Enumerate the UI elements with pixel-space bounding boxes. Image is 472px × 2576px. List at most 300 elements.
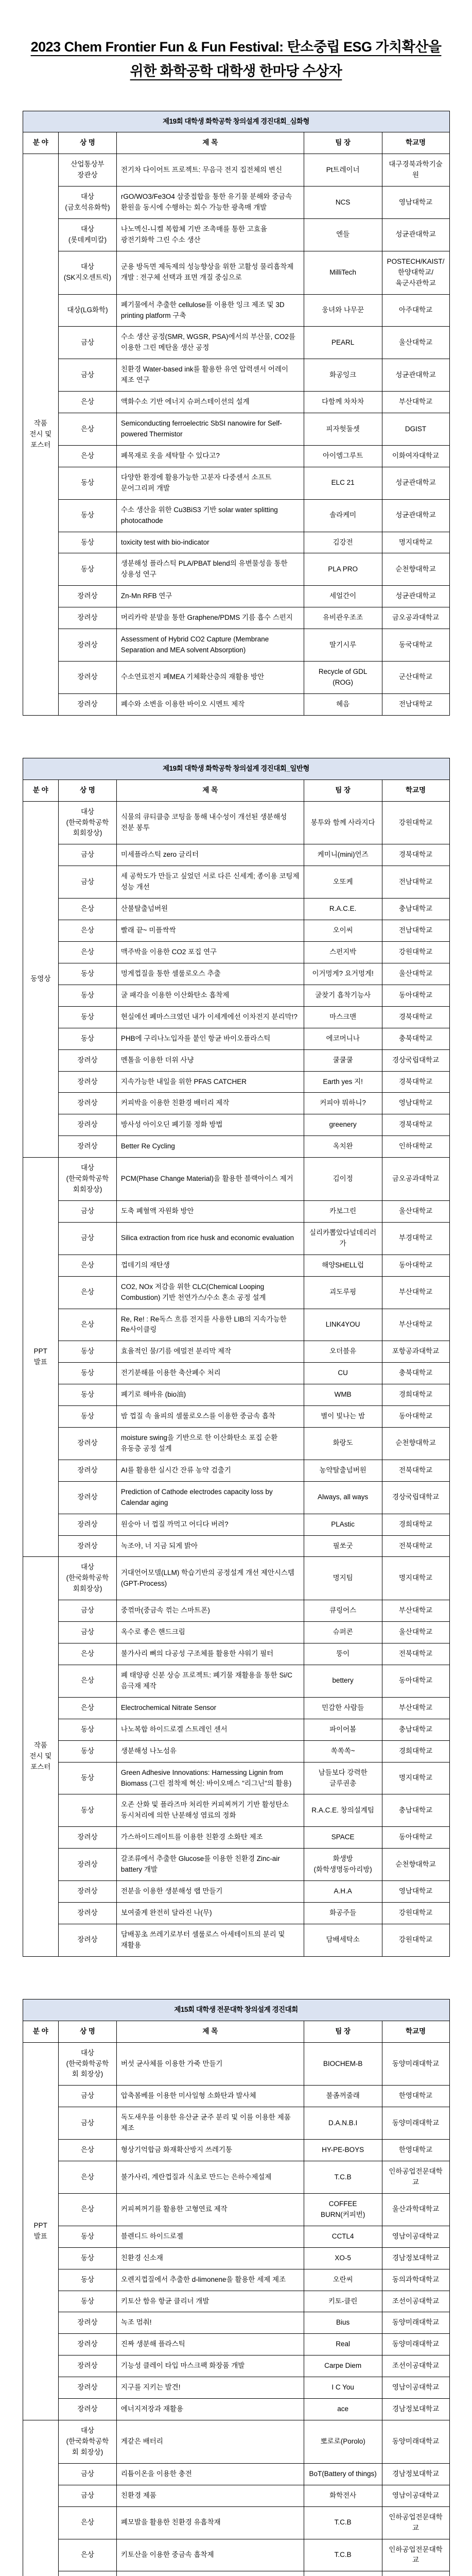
team-cell: 마스크맨: [304, 1006, 382, 1028]
table-row: [23, 2226, 449, 2247]
table-row: [23, 154, 449, 187]
team-cell: PEARL: [304, 327, 382, 359]
title-cell: 녹조 멈춰!: [116, 2312, 304, 2334]
col-header-field: 분 야: [23, 132, 59, 154]
title-cell: 다양한 환경에 활용가능한 고분자 다중센서 소프트 문어그리퍼 개발: [116, 467, 304, 499]
table-row: [23, 1719, 449, 1740]
table-row: [23, 1276, 449, 1309]
award-table: [23, 111, 450, 716]
school-cell: 충남대학교: [382, 1719, 449, 1740]
table-row: [23, 467, 449, 499]
team-cell: CU: [304, 1363, 382, 1384]
title-cell: 지속가능한 내일을 위한 PFAS CATCHER: [116, 1071, 304, 1093]
title-cell: 지구를 지키는 발견!: [116, 2377, 304, 2399]
team-cell: 오더블유: [304, 1341, 382, 1363]
school-cell: 울산대학교: [382, 1622, 449, 1643]
team-cell: 옥치완: [304, 1136, 382, 1158]
title-cell: 굴 패각을 이용한 이산화탄소 흡착제: [116, 985, 304, 1006]
title-cell: 블렌디드 하이드로젤: [116, 2226, 304, 2247]
school-cell: [382, 2571, 449, 2576]
team-cell: LINK4YOU: [304, 1309, 382, 1341]
table-row: [23, 2140, 449, 2161]
school-cell: 성균관대학교: [382, 467, 449, 499]
school-cell: 동의과학대학교: [382, 2269, 449, 2291]
school-cell: 경북대학교: [382, 1006, 449, 1028]
title-cell: 갈조류에서 추출한 Glucose를 이용한 친환경 Zinc-air battery 개발: [116, 1849, 304, 1881]
col-header-school: 학교명: [382, 132, 449, 154]
school-cell: POSTECH/KAIST/한양대학교/육군사관학교: [382, 251, 449, 294]
school-cell: 영남대학교: [382, 187, 449, 219]
school-cell: 강원대학교: [382, 801, 449, 844]
team-cell: NCS: [304, 187, 382, 219]
award-cell: 장려상: [59, 1428, 117, 1460]
col-header-award: 상 명: [59, 2021, 117, 2042]
col-header-field: 분 야: [23, 2021, 59, 2042]
table-row: [23, 532, 449, 553]
table-row: [23, 2506, 449, 2539]
team-cell: 에코머니나: [304, 1028, 382, 1049]
school-cell: 성균관대학교: [382, 359, 449, 392]
title-cell: moisture swing을 기반으로 한 이산화탄소 포집 순환 유동층 공정 설계: [116, 1428, 304, 1460]
award-cell: 금상: [59, 844, 117, 866]
school-cell: 영남대학교: [382, 1093, 449, 1114]
team-cell: 김강전: [304, 532, 382, 553]
award-cell: 장려상: [59, 607, 117, 629]
title-cell: 폐 태양광 신분 상승 프로젝트: 폐기물 재활용을 통한 Si/C 음극재 제작: [116, 1665, 304, 1698]
table-row: [23, 1557, 449, 1600]
title-cell: 방사성 아이오딘 폐기물 정화 방법: [116, 1114, 304, 1136]
school-cell: 부산대학교: [382, 1276, 449, 1309]
school-cell: 동양미래대학교: [382, 2420, 449, 2464]
title-cell: 형상기억합금 화재확산방지 쓰레기통: [116, 2140, 304, 2161]
title-cell: 군용 방독면 제독제의 성능향상을 위한 고활성 물리흡착제 개발 : 전구체 선택과 표면 개질 중심으로: [116, 251, 304, 294]
table-row: [23, 445, 449, 467]
school-cell: 조선이공대학교: [382, 2355, 449, 2377]
award-cell: 장려상: [59, 1514, 117, 1535]
school-cell: 전남대학교: [382, 866, 449, 899]
col-header-team: 팀 장: [304, 779, 382, 801]
title-cell: 보여줄게 완전히 달라진 나(무): [116, 1903, 304, 1924]
table-row: [23, 413, 449, 446]
award-cell: 동상: [59, 553, 117, 586]
award-cell: 장려상: [59, 693, 117, 715]
team-cell: 오이씨: [304, 920, 382, 942]
team-cell: Always, all ways: [304, 1481, 382, 1514]
title-cell: 폐기물에서 추출한 cellulose를 이용한 잉크 제조 및 3D printing platform 구축: [116, 294, 304, 327]
team-cell: 쏙쏙쏙~: [304, 1740, 382, 1762]
team-cell: 괴도루핑: [304, 1276, 382, 1309]
table-row: [23, 499, 449, 532]
team-cell: WMB: [304, 1384, 382, 1406]
table-title: 제19회 대학생 화학공학 창의설계 경진대회_일반형: [23, 758, 449, 779]
team-cell: 굴찾기 흡착기능사: [304, 985, 382, 1006]
table-row: [23, 2571, 449, 2576]
title-cell: 불가사리, 계란껍질과 식초로 만드는 은하수제설제: [116, 2161, 304, 2194]
award-cell: 은상: [59, 413, 117, 446]
title-cell: 친환경 신소재: [116, 2247, 304, 2269]
award-cell: 동상: [59, 467, 117, 499]
award-cell: 은상: [59, 2539, 117, 2571]
table-row: [23, 920, 449, 942]
title-cell: Zn-Mn RFB 연구: [116, 586, 304, 607]
table-row: [23, 359, 449, 392]
award-cell: 동상: [59, 963, 117, 985]
title-cell: 리튬이온을 이용한 충전: [116, 2463, 304, 2485]
school-cell: 영남이공대학교: [382, 2485, 449, 2506]
school-cell: 영남대학교: [382, 1881, 449, 1903]
field-cell: 동영상: [23, 801, 59, 1158]
team-cell: 김이정: [304, 1158, 382, 1201]
title-cell: 폐기로 해바유 (bio油): [116, 1384, 304, 1406]
table-row: [23, 866, 449, 899]
table-row: [23, 2291, 449, 2312]
award-cell: 장려상: [59, 2334, 117, 2355]
title-cell: 녹조야, 너 지금 되게 밝아: [116, 1535, 304, 1557]
title-cell: CO2, NOx 저감을 위한 CLC(Chemical Looping Combustion) 기반 천연가스/수소 혼소 공정 설계: [116, 1276, 304, 1309]
award-cell: 대상 (롯데케미칼): [59, 219, 117, 251]
award-cell: 은상: [59, 1697, 117, 1719]
award-cell: 장려상: [59, 2399, 117, 2420]
school-cell: 금오공과대학교: [382, 607, 449, 629]
table-row: [23, 1006, 449, 1028]
table-row: [23, 553, 449, 586]
school-cell: 영남이공대학교: [382, 2377, 449, 2399]
table-row: [23, 2355, 449, 2377]
team-cell: Recycle of GDL (ROG): [304, 662, 382, 694]
award-cell: 동상: [59, 532, 117, 553]
title-cell: 키토산 함유 항균 클리너 개발: [116, 2291, 304, 2312]
school-cell: 충북대학교: [382, 1028, 449, 1049]
title-cell: 나노멕신-니켈 복합체 기반 조촉매를 통한 고효율 광전기화학 그린 수소 생산: [116, 219, 304, 251]
table-row: [23, 662, 449, 694]
team-cell: SPACE: [304, 1827, 382, 1849]
col-header-title: 제 목: [116, 132, 304, 154]
title-cell: PCM(Phase Change Material)을 활용한 블랙아이스 제거: [116, 1158, 304, 1201]
award-cell: 금상: [59, 327, 117, 359]
team-cell: Pt트레이너: [304, 154, 382, 187]
team-cell: D.A.N.B.I: [304, 2107, 382, 2140]
school-cell: 부산대학교: [382, 1600, 449, 1622]
school-cell: 강원대학교: [382, 1924, 449, 1956]
table-row: [23, 801, 449, 844]
award-cell: 금상: [59, 866, 117, 899]
table-row: [23, 2377, 449, 2399]
team-cell: 화학전사: [304, 2485, 382, 2506]
title-cell: 효율적인 물/기름 에멀전 분리막 제작: [116, 1341, 304, 1363]
award-cell: [59, 2571, 117, 2576]
award-cell: 장려상: [59, 1114, 117, 1136]
award-cell: 동상: [59, 2291, 117, 2312]
title-cell: 맥주박을 이용한 CO2 포집 연구: [116, 941, 304, 963]
team-cell: 화생방(화학생명동아리방): [304, 1849, 382, 1881]
team-cell: T.C.B: [304, 2506, 382, 2539]
table-row: [23, 1481, 449, 1514]
table-row: [23, 1794, 449, 1827]
school-cell: 동양미래대학교: [382, 2334, 449, 2355]
team-cell: ELC 21: [304, 467, 382, 499]
table-row: [23, 1849, 449, 1881]
school-cell: 전북대학교: [382, 1535, 449, 1557]
school-cell: 경남정보대학교: [382, 2247, 449, 2269]
school-cell: 경희대학교: [382, 1384, 449, 1406]
team-cell: 불좀꺼줄래: [304, 2086, 382, 2107]
title-cell: 빨래 끝~ 미플싹싹: [116, 920, 304, 942]
title-cell: 키토산을 이용한 중금속 흡착제: [116, 2539, 304, 2571]
award-cell: 장려상: [59, 1881, 117, 1903]
col-header-award: 상 명: [59, 779, 117, 801]
table-row: [23, 586, 449, 607]
school-cell: 영남이공대학교: [382, 2226, 449, 2247]
award-cell: 동상: [59, 1740, 117, 1762]
table-row: [23, 2312, 449, 2334]
title-cell: 수소 생산 공정(SMR, WGSR, PSA)에서의 부산물, CO2를 이용한 그린 메탄올 생산 공정: [116, 327, 304, 359]
title-cell: Better Re Cycling: [116, 1136, 304, 1158]
award-cell: 장려상: [59, 629, 117, 662]
title-cell: 생분해성 플라스틱 PLA/PBAT blend의 유변물성을 통한 상용성 연구: [116, 553, 304, 586]
team-cell: 큐링어스: [304, 1600, 382, 1622]
table-row: [23, 1384, 449, 1406]
award-cell: 장려상: [59, 1093, 117, 1114]
award-cell: 대상 (한국화학공학회회장상): [59, 1557, 117, 1600]
school-cell: 인하공업전문대학교: [382, 2539, 449, 2571]
table-title: 제15회 대학생 전문대학 창의설계 경진대회: [23, 1999, 449, 2021]
award-cell: 장려상: [59, 1049, 117, 1071]
award-cell: 은상: [59, 2193, 117, 2226]
award-cell: 동상: [59, 1384, 117, 1406]
school-cell: 순천향대학교: [382, 553, 449, 586]
award-cell: 은상: [59, 920, 117, 942]
table-row: [23, 1827, 449, 1849]
team-cell: Bius: [304, 2312, 382, 2334]
team-cell: 뚱이: [304, 1643, 382, 1665]
col-header-school: 학교명: [382, 779, 449, 801]
school-cell: 경북대학교: [382, 1071, 449, 1093]
school-cell: 순천향대학교: [382, 1849, 449, 1881]
award-cell: 동상: [59, 499, 117, 532]
award-cell: 금상: [59, 2086, 117, 2107]
field-cell: 작품 전시 및 포스터: [23, 154, 59, 715]
award-cell: 동상: [59, 1006, 117, 1028]
title-cell: 커피찌꺼기를 활용한 고형연료 제작: [116, 2193, 304, 2226]
school-cell: 강원대학교: [382, 941, 449, 963]
team-cell: I C You: [304, 2377, 382, 2399]
team-cell: 화랑도: [304, 1428, 382, 1460]
award-table: [23, 758, 450, 1957]
school-cell: 경북대학교: [382, 1114, 449, 1136]
school-cell: 경남정보대학교: [382, 2399, 449, 2420]
title-cell: 액화수소 기반 에너지 슈퍼스테이션의 설계: [116, 392, 304, 413]
table-row: [23, 2042, 449, 2086]
title-cell: 진짜 생분해 플라스틱: [116, 2334, 304, 2355]
table-row: [23, 2161, 449, 2194]
title-cell: 폐모발을 활용한 친환경 유흡착재: [116, 2506, 304, 2539]
award-cell: 장려상: [59, 1535, 117, 1557]
table-row: [23, 251, 449, 294]
team-cell: 헤음: [304, 693, 382, 715]
school-cell: 강원대학교: [382, 1903, 449, 1924]
team-cell: BoT(Battery of things): [304, 2463, 382, 2485]
table-row: [23, 2420, 449, 2464]
award-cell: 장려상: [59, 662, 117, 694]
school-cell: 울산대학교: [382, 327, 449, 359]
title-cell: 중꺾마(중금속 꺾는 스마트폰): [116, 1600, 304, 1622]
title-cell: PHB에 구리나노입자를 붙인 항균 바이오플라스틱: [116, 1028, 304, 1049]
table-row: [23, 2334, 449, 2355]
title-cell: AI를 활용한 실시간 잔류 농약 검출기: [116, 1460, 304, 1481]
table-row: [23, 1363, 449, 1384]
school-cell: 성균관대학교: [382, 499, 449, 532]
award-cell: 은상: [59, 1643, 117, 1665]
school-cell: 경희대학교: [382, 1514, 449, 1535]
school-cell: 명지대학교: [382, 1557, 449, 1600]
title-cell: 수소연료전지 폐MEA 기체확산층의 재활용 방안: [116, 662, 304, 694]
title-cell: 식물의 큐티클층 코팅을 통해 내수성이 개선된 생분해성 전분 봉투: [116, 801, 304, 844]
school-cell: 경남정보대학교: [382, 2463, 449, 2485]
title-cell: Prediction of Cathode electrodes capacity loss by Calendar aging: [116, 1481, 304, 1514]
award-cell: 동상: [59, 2226, 117, 2247]
team-cell: 엔들: [304, 219, 382, 251]
team-cell: 뽀로로(Porolo): [304, 2420, 382, 2464]
title-cell: Re, Re! : Re독스 흐름 전지를 사용한 LIB의 지속가능한 Re사이클링: [116, 1309, 304, 1341]
team-cell: 웅녀와 나무꾼: [304, 294, 382, 327]
title-cell: 폐수와 소변을 이용한 바이오 시멘트 제작: [116, 693, 304, 715]
title-cell: 도축 폐혈액 자원화 방안: [116, 1200, 304, 1222]
school-cell: 군산대학교: [382, 662, 449, 694]
title-cell: Silica extraction from rice husk and economic evaluation: [116, 1222, 304, 1255]
table-row: [23, 219, 449, 251]
award-cell: 대상 (한국화학공학회회장상): [59, 801, 117, 844]
team-cell: 명지팀: [304, 1557, 382, 1600]
title-cell: 에너지저장과 재활용: [116, 2399, 304, 2420]
school-cell: 부산대학교: [382, 1309, 449, 1341]
title-cell: rGO/WO3/Fe3O4 삼중접합을 통한 유기물 분해와 중금속 환원을 동시에 수행하는 회수 가능한 광촉매 개발: [116, 187, 304, 219]
title-cell: 친환경 제품: [116, 2485, 304, 2506]
table-row: [23, 941, 449, 963]
school-cell: 인하공업전문대학교: [382, 2506, 449, 2539]
award-cell: 장려상: [59, 1849, 117, 1881]
table-row: [23, 1903, 449, 1924]
table-row: [23, 1924, 449, 1956]
award-cell: 동상: [59, 1719, 117, 1740]
title-cell: 전기분해를 이용한 축산폐수 처리: [116, 1363, 304, 1384]
table-row: [23, 1255, 449, 1276]
table-row: [23, 1514, 449, 1535]
school-cell: 부경대학교: [382, 1222, 449, 1255]
title-cell: 산불탈출넘버원: [116, 899, 304, 920]
table-row: [23, 2086, 449, 2107]
team-cell: 화공잉크: [304, 359, 382, 392]
school-cell: 경상국립대학교: [382, 1481, 449, 1514]
team-cell: R.A.C.E.: [304, 899, 382, 920]
award-cell: 금상: [59, 1600, 117, 1622]
title-cell: 오존 산화 및 플라즈마 처리한 커피찌꺼기 기반 활성탄소 동시처리에 의한 난분해성 염료의 정화: [116, 1794, 304, 1827]
team-cell: 커피야 뭐하니?: [304, 1093, 382, 1114]
title-cell: Assessment of Hybrid CO2 Capture (Membrane Separation and MEA solvent Absorption): [116, 629, 304, 662]
table-row: [23, 327, 449, 359]
title-cell: toxicity test with bio-indicator: [116, 532, 304, 553]
title-cell: 껍데기의 재탄생: [116, 1255, 304, 1276]
award-cell: 대상 (한국화학공학회 회장상): [59, 2420, 117, 2464]
team-cell: 다함께 차차차: [304, 392, 382, 413]
table-row: [23, 693, 449, 715]
award-cell: 동상: [59, 1406, 117, 1428]
title-cell: 미세플라스틱 zero 글리터: [116, 844, 304, 866]
table-row: [23, 2539, 449, 2571]
award-cell: 장려상: [59, 1903, 117, 1924]
table-row: [23, 1697, 449, 1719]
team-cell: XO-5: [304, 2247, 382, 2269]
title-cell: 오렌지껍질에서 추출한 d-limonene을 활용한 세제 제조: [116, 2269, 304, 2291]
table-row: [23, 1762, 449, 1794]
team-cell: greenery: [304, 1114, 382, 1136]
title-cell: 수소 생산을 위한 Cu3BiS3 기반 solar water splitting photocathode: [116, 499, 304, 532]
col-header-title: 제 목: [116, 779, 304, 801]
award-cell: 금상: [59, 2107, 117, 2140]
school-cell: 전북대학교: [382, 1643, 449, 1665]
table-row: [23, 2247, 449, 2269]
school-cell: 대구경북과학기술원: [382, 154, 449, 187]
school-cell: 울산대학교: [382, 963, 449, 985]
team-cell: 케미니(mini)언즈: [304, 844, 382, 866]
title-cell: [116, 2571, 304, 2576]
award-cell: 장려상: [59, 1136, 117, 1158]
table-row: [23, 2193, 449, 2226]
school-cell: 동양미래대학교: [382, 2107, 449, 2140]
award-cell: 동상: [59, 1363, 117, 1384]
team-cell: Earth yes 지!: [304, 1071, 382, 1093]
school-cell: DGIST: [382, 413, 449, 446]
title-cell: 전분을 이용한 생분해성 랩 만들기: [116, 1881, 304, 1903]
col-header-team: 팀 장: [304, 2021, 382, 2042]
team-cell: HY-PE-BOYS: [304, 2140, 382, 2161]
table-row: [23, 844, 449, 866]
school-cell: 아주대학교: [382, 294, 449, 327]
team-cell: 오란씨: [304, 2269, 382, 2291]
team-cell: R.A.C.E. 창의설계팀: [304, 1794, 382, 1827]
school-cell: 순천향대학교: [382, 1428, 449, 1460]
col-header-title: 제 목: [116, 2021, 304, 2042]
award-cell: 동상: [59, 1762, 117, 1794]
team-cell: 필쏘굿: [304, 1535, 382, 1557]
school-cell: 부산대학교: [382, 392, 449, 413]
title-cell: 전기차 다이어트 프로젝트: 무음극 전지 집전체의 변신: [116, 154, 304, 187]
title-cell: 친환경 Water-based ink를 활용한 유연 압력센서 어레이 제조 연구: [116, 359, 304, 392]
table-row: [23, 1093, 449, 1114]
team-cell: 이거멍게? 요거멍게!: [304, 963, 382, 985]
table-row: [23, 2485, 449, 2506]
award-cell: 은상: [59, 1665, 117, 1698]
award-cell: 동상: [59, 1794, 117, 1827]
table-row: [23, 1740, 449, 1762]
title-cell: Electrochemical Nitrate Sensor: [116, 1697, 304, 1719]
table-row: [23, 1622, 449, 1643]
school-cell: 포항공과대학교: [382, 1341, 449, 1363]
table-row: [23, 1460, 449, 1481]
title-cell: 옥수로 좋은 핸드크림: [116, 1622, 304, 1643]
school-cell: 동양미래대학교: [382, 2042, 449, 2086]
table-row: [23, 985, 449, 1006]
table-row: [23, 1665, 449, 1698]
team-cell: A.H.A: [304, 1881, 382, 1903]
title-cell: 독도새우를 이용한 유산균 균주 분리 및 이를 이용한 제품 제조: [116, 2107, 304, 2140]
table-row: [23, 1600, 449, 1622]
table-row: [23, 392, 449, 413]
col-header-school: 학교명: [382, 2021, 449, 2042]
award-cell: 동상: [59, 1341, 117, 1363]
table-row: [23, 1309, 449, 1341]
field-cell: 작품 전시 및 포스터: [23, 1557, 59, 1956]
award-cell: 대상 (SK지오센트릭): [59, 251, 117, 294]
